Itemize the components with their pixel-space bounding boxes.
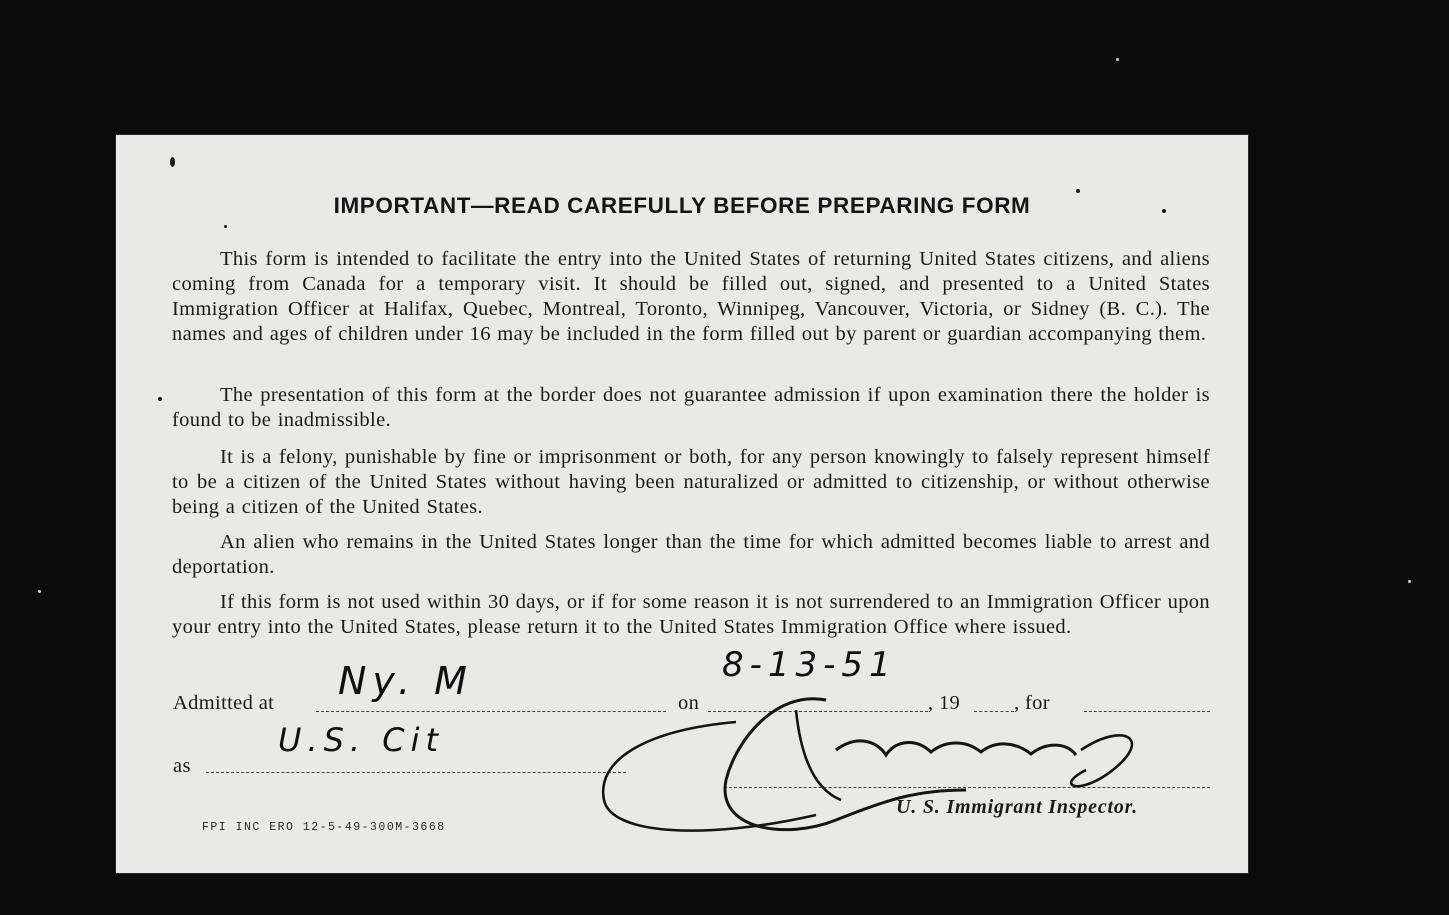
on-label: on [678,692,700,714]
ink-speck [170,157,175,167]
as-line [206,772,626,773]
backdrop-speck [1408,580,1411,583]
paragraph-alien-deportation: An alien who remains in the United States longer than the time for which admitted becomes liable to arrest and deportation. [172,531,1210,578]
as-handwritten: U.S. Cit [278,721,445,759]
signature-caption: U. S. Immigrant Inspector. [896,796,1138,818]
as-label: as [173,755,191,777]
admitted-at-label: Admitted at [173,692,275,714]
ink-speck [224,225,227,228]
backdrop-speck [1116,58,1119,61]
year-label: , 19 [928,692,961,714]
inspector-signature [586,680,1146,850]
backdrop-speck [38,590,41,593]
paragraph-return-instructions: If this form is not used within 30 days, or if for some reason it is not surrendered to an Immigration Officer upon your entry into the United States, please return it to the United States Immigration Office where issued. [172,591,1210,638]
form-heading: IMPORTANT—READ CAREFULLY BEFORE PREPARING FORM [333,193,1031,218]
paragraph-no-guarantee: The presentation of this form at the border does not guarantee admission if upon examination there the holder is found to be inadmissible. [172,384,1210,431]
for-label: , for [1014,692,1050,714]
print-code: FPI INC ERO 12-5-49-300M-3668 [202,821,446,834]
date-handwritten: 8-13-51 [722,645,897,685]
ink-speck [1076,189,1080,193]
admitted-at-handwritten: Ny. M [338,659,473,703]
paragraph-purpose: This form is intended to facilitate the entry into the United States of returning United States citizens, and aliens coming from Canada for a temporary visit. It should be filled out, signed, and presented to a United States Immigration Officer at Halifax, Quebec, Montreal, Toronto, Winnipeg, Vancouver, Victoria, or Sidney (B. C.). The names and ages of children under 16 may be included in the form filled out by parent or guardian accompanying them. [172,248,1210,345]
immigration-form-card [116,135,1248,873]
ink-speck [1162,209,1166,213]
paragraph-felony-warning: It is a felony, punishable by fine or imprisonment or both, for any person knowingly to falsely represent himself to be a citizen of the United States without having been naturalized or admitted to citizenship, or without otherwise being a citizen of the United States. [172,446,1210,518]
ink-speck [158,397,162,401]
